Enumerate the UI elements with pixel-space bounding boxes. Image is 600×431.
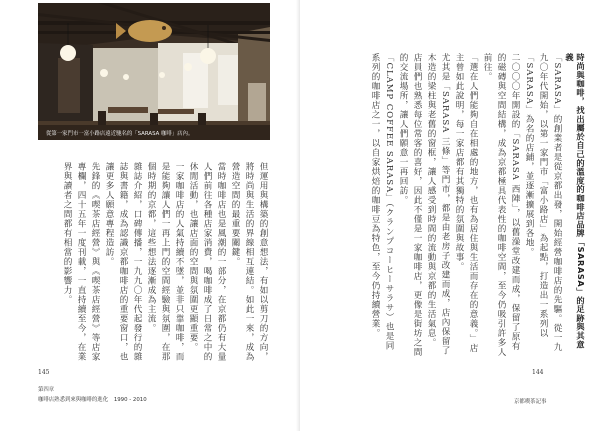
footer-label: 京都喫茶記事 xyxy=(514,399,547,405)
left-body-text xyxy=(40,162,270,367)
cafe-interior-photo xyxy=(38,3,270,140)
photo-illustration xyxy=(38,3,270,140)
paragraph: 尤其是「SARASA 三條」等門市，都是由老房子改建而成，店內保留了木造的梁柱與老舊的窗框，讓人感受到時間的流動與京都的生活氣息。 xyxy=(426,53,450,356)
paragraph: 當時咖啡店也是風潮的一部分，在京都仍有大量人們前往各種店家消費，喝咖啡成了日常之中的休閒活動，也讓店面的空間與氛圍更顯重要。 xyxy=(188,162,226,362)
chapter-label: 第四章 xyxy=(38,387,55,393)
paragraph: 二〇〇〇年開設的「SARASA 西陣」，以舊澡堂改建而成，保留了原有的磁磚與空間結構，成為京都極具代表性的咖啡空間，至今仍吸引許多人前往。 xyxy=(482,53,520,357)
paragraph: 一家咖啡店的人氣持續不墜，並非只靠咖啡，而是能夠讓人們一再上門的空間經驗與氛圍，在那個時期的京都，這些想法逐漸成為主流。 xyxy=(146,162,184,362)
paragraph: 但運用與構築的創意想法，有如以剪刀的方向，將時尚與生活的界線相互連結。如此一來，成為營造空間的最重要關鍵。 xyxy=(230,162,268,362)
paragraph: 店員們也熟悉每位常客的喜好，因此不僅是一家咖啡店，更像是街坊之間的交流場所，讓人們願意一再回訪。 xyxy=(398,53,422,357)
paragraph: 「SARASA」的創業者是從京都出發，開始經營咖啡店的先驅。從一九九〇年代開始，以第一家門市「富小路店」為起點，打造出一系列以「SARASA」為名的店鋪，並逐漸擴展到各地。 xyxy=(524,53,562,352)
paragraph: 先鋒的《喫茶店經營》與《喫茶店經營》等店家專欄，四十五年一度刊載，一直持續至今，在業界與讀者之間都有相當的影響力。 xyxy=(62,162,100,362)
chapter-subtitle-footer xyxy=(38,395,147,403)
right-body-text xyxy=(334,53,564,358)
chapter-title: 時尚與咖啡，找出屬於自己的溫度的咖啡店品牌「SARASA」的足跡與其意義 xyxy=(565,53,586,349)
chapter-subtitle: 咖啡店熟悉到來與咖啡的進化 xyxy=(38,397,109,403)
right-page xyxy=(300,0,600,431)
paragraph: 「CLAMP COFFEE SARASA」（クランプコーヒーサラサ）也是同系列的咖啡店之一，以自家烘焙的咖啡豆為特色，至今仍持續營業。 xyxy=(370,53,394,351)
paragraph: 「選在人們能夠自在相處的地方，也有為居住與生活而存在的意義。」店主曾如此說明，每一家店都有其獨特的氛圍與故事。 xyxy=(454,53,478,353)
paragraph: 雜誌介紹，口碑傳播，一九九〇年代起發行的雜誌與書籍，成為認識京都咖啡店的重要窗口，也讓更多人願意專程造訪。 xyxy=(104,162,142,362)
page-number-right: 144 xyxy=(532,369,544,376)
year-range: 1990 - 2010 xyxy=(113,397,147,403)
photo-caption: 從第一家門市一富小路店遠近馳名的「SARASA 咖啡」店內。 xyxy=(46,131,194,137)
page-number-left: 145 xyxy=(38,369,50,376)
